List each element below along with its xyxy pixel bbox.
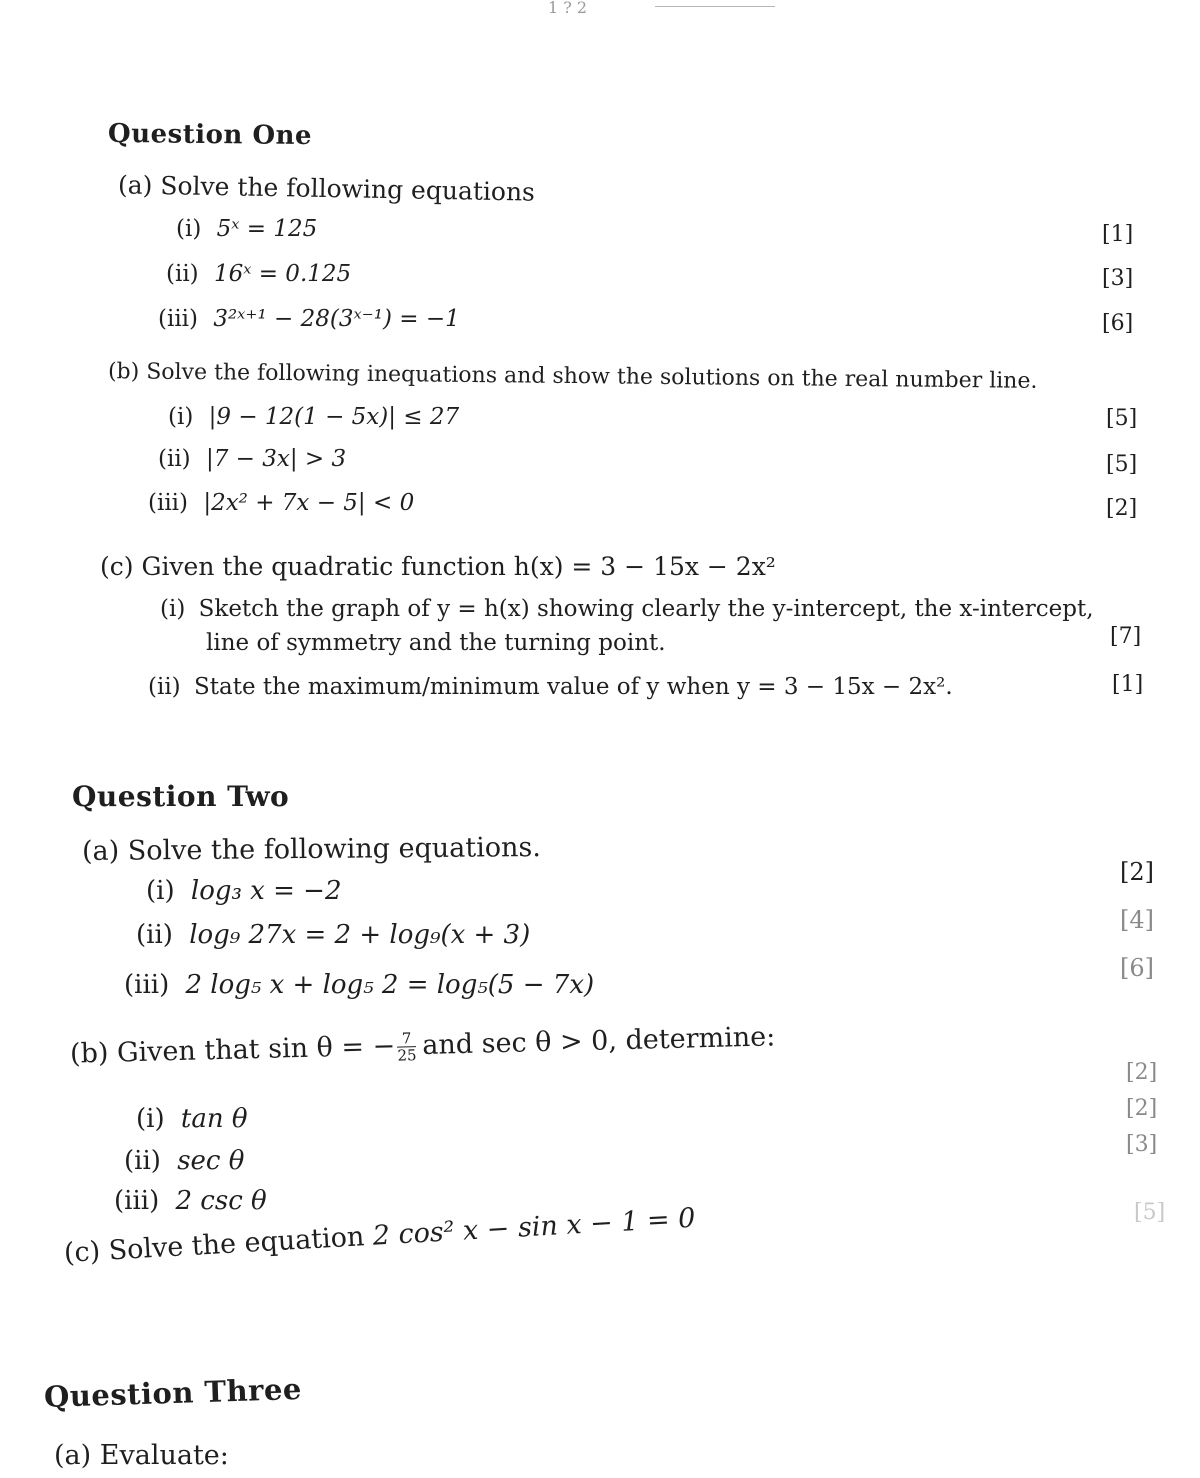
q1b-item-1: (i) |9 − 12(1 − 5x)| ≤ 27 <box>168 404 460 430</box>
q3a-label: (a) <box>54 1440 92 1471</box>
q1b-marks-3: [2] <box>1106 496 1138 521</box>
scan-edge-line <box>655 6 775 7</box>
q2b-item-3: (iii) 2 csc θ <box>114 1186 267 1216</box>
q1a-item-3: (iii) 3²ˣ⁺¹ − 28(3ˣ⁻¹) = −1 <box>158 306 460 332</box>
question-three-heading: Question Three <box>43 1371 303 1414</box>
q2a-item-2: (ii) log₉ 27x = 2 + log₉(x + 3) <box>136 920 531 950</box>
q1b-label: (b) <box>107 359 140 385</box>
q1c-item-1-line2: line of symmetry and the turning point. <box>206 630 666 656</box>
q1-part-a <box>118 170 535 206</box>
q2b-marks-1: [2] <box>1126 1060 1158 1085</box>
q1c-item-2: (ii) State the maximum/minimum value of y when y = 3 − 15x − 2x². <box>148 674 953 700</box>
q2a-label: (a) <box>81 835 120 868</box>
q2a-item-1: (i) log₃ x = −2 <box>146 876 342 906</box>
q2c-text: Solve the equation <box>107 1220 374 1267</box>
q2a-text: Solve the following equations. <box>127 831 542 867</box>
q1b-item-3: (iii) |2x² + 7x − 5| < 0 <box>148 490 415 516</box>
q1a-text: Solve the following equations <box>160 171 536 207</box>
q2b-item-1: (i) tan θ <box>136 1104 248 1134</box>
q1c-text: Given the quadratic function h(x) = 3 − 15x − 2x² <box>141 552 776 581</box>
q1a-marks-2: [3] <box>1102 266 1134 291</box>
q2b-marks-2: [2] <box>1126 1096 1158 1121</box>
q2b-fraction: $\frac{7}{25}$ <box>397 1029 417 1065</box>
q1-part-b <box>108 359 1038 394</box>
q1a-label: (a) <box>117 170 153 200</box>
q2a-marks-1: [2] <box>1120 858 1154 886</box>
q2-part-a <box>82 832 541 867</box>
q2-part-b <box>70 1021 776 1071</box>
q2b-text-post: and sec θ > 0, determine: <box>421 1021 776 1062</box>
q1a-marks-3: [6] <box>1102 311 1134 336</box>
q1c-marks-1: [7] <box>1110 624 1142 649</box>
q1c-marks-2: [1] <box>1112 672 1144 697</box>
q1b-text: Solve the following inequations and show the solutions on the real number line. <box>146 359 1038 394</box>
q1a-marks-1: [1] <box>1102 222 1134 247</box>
q2c-label: (c) <box>63 1236 102 1269</box>
q1c-item-1: (i) Sketch the graph of y = h(x) showing clearly the y-intercept, the x-intercept, <box>160 596 1094 622</box>
q3-part-a <box>54 1440 229 1471</box>
q2a-marks-2: [4] <box>1120 906 1154 934</box>
q2a-marks-3: [6] <box>1120 954 1154 982</box>
q1a-item-1: (i) 5ˣ = 125 <box>176 216 318 242</box>
q1-part-c <box>100 552 776 581</box>
q2b-marks-3: [3] <box>1126 1132 1158 1157</box>
question-two-heading: Question Two <box>72 780 290 813</box>
q2b-text-pre: Given that sin θ = − <box>116 1030 396 1069</box>
q2c-expr: 2 cos² x − sin x − 1 = 0 <box>371 1202 697 1252</box>
q2c-marks: [5] <box>1134 1200 1166 1225</box>
question-one-heading: Question One <box>107 118 313 152</box>
q1b-marks-1: [5] <box>1106 406 1138 431</box>
q2b-item-2: (ii) sec θ <box>124 1146 245 1176</box>
q1a-item-2: (ii) 16ˣ = 0.125 <box>166 261 352 287</box>
q2b-label: (b) <box>69 1037 109 1070</box>
scan-header-fragment: 1 ? 2 <box>548 0 588 17</box>
q2a-item-3: (iii) 2 log₅ x + log₅ 2 = log₅(5 − 7x) <box>124 970 595 1000</box>
q1b-item-2: (ii) |7 − 3x| > 3 <box>158 446 347 472</box>
q3a-text: Evaluate: <box>99 1440 229 1471</box>
q1b-marks-2: [5] <box>1106 452 1138 477</box>
q1c-label: (c) <box>100 552 134 581</box>
